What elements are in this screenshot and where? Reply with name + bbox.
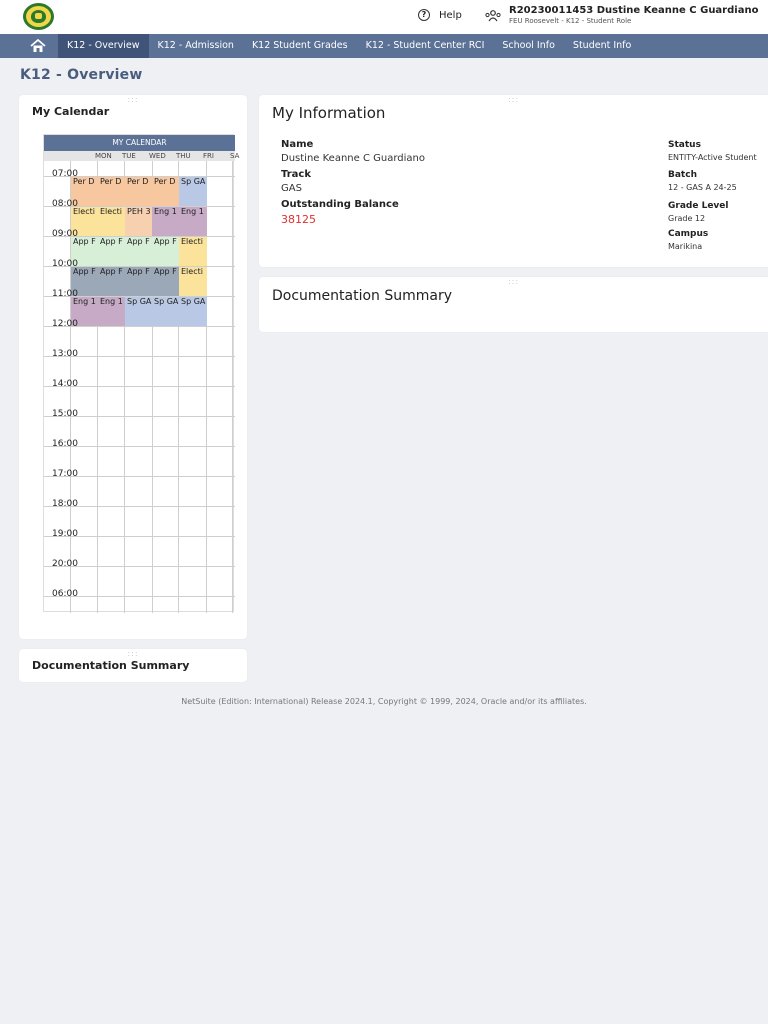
hour-label: 11:00 [52, 289, 78, 299]
user-menu[interactable] [509, 5, 758, 25]
calendar-event[interactable]: Per D [98, 176, 125, 206]
calendar-event[interactable]: Sp GA [179, 296, 207, 326]
hour-label: 06:00 [52, 589, 78, 599]
grade-level-label: Grade Level [668, 201, 729, 211]
hour-label: 15:00 [52, 409, 78, 419]
calendar-event[interactable]: Sp GA [125, 296, 152, 326]
batch-value: 12 - GAS A 24-25 [668, 183, 737, 192]
track-value: GAS [281, 183, 302, 194]
calendar-event[interactable]: Electi [71, 206, 98, 236]
hour-label: 14:00 [52, 379, 78, 389]
campus-label: Campus [668, 229, 709, 239]
drag-handle[interactable]: ::: [507, 95, 520, 104]
day-wed: WED [149, 152, 166, 160]
calendar-event[interactable]: App F [125, 266, 152, 296]
drag-handle[interactable]: ::: [127, 95, 139, 104]
calendar-event[interactable]: Sp GA [179, 176, 207, 206]
calendar-event[interactable]: App F [98, 266, 125, 296]
help-label: Help [439, 9, 462, 21]
main-nav [0, 34, 768, 58]
calendar-event[interactable]: Per D [71, 176, 98, 206]
calendar-header: MY CALENDAR [44, 135, 235, 151]
calendar-grid [43, 134, 240, 612]
calendar-event[interactable]: Eng 1 [98, 296, 125, 326]
day-thu: THU [176, 152, 191, 160]
hour-label: 12:00 [52, 319, 78, 329]
calendar-event[interactable]: Electi [179, 266, 207, 296]
help-icon: ? [418, 9, 430, 21]
drag-handle[interactable]: ::: [507, 277, 520, 286]
nav-school-info[interactable]: School Info [502, 40, 555, 51]
grade-level-value: Grade 12 [668, 214, 706, 223]
name-label: Name [281, 139, 314, 150]
hour-label: 08:00 [52, 199, 78, 209]
calendar-event[interactable]: App F [152, 266, 179, 296]
calendar-days-row [44, 151, 240, 161]
calendar-event[interactable]: Electi [98, 206, 125, 236]
user-role: FEU Roosevelt - K12 - Student Role [509, 17, 632, 25]
calendar-event[interactable]: Eng 1 [71, 296, 98, 326]
footer-copyright: NetSuite (Edition: International) Release 2024.1, Copyright © 1999, 2024, Oracle and/or its affiliates. [181, 697, 587, 706]
hour-label: 20:00 [52, 559, 78, 569]
calendar-event[interactable]: Per D [125, 176, 152, 206]
calendar-event[interactable]: App F [71, 236, 98, 266]
hour-label: 09:00 [52, 229, 78, 239]
documentation-summary-title: Documentation Summary [272, 288, 453, 304]
calendar-event[interactable]: Sp GA [152, 296, 179, 326]
track-label: Track [281, 169, 311, 180]
campus-value: Marikina [668, 242, 703, 251]
hour-label: 16:00 [52, 439, 78, 449]
balance-value: 38125 [281, 213, 316, 226]
nav-k12-overview[interactable]: K12 - Overview [58, 34, 149, 58]
hour-label: 17:00 [52, 469, 78, 479]
hour-label: 18:00 [52, 499, 78, 509]
status-label: Status [668, 140, 701, 150]
drag-handle[interactable]: ::: [127, 649, 139, 658]
calendar-event[interactable]: App F [98, 236, 125, 266]
day-mon: MON [95, 152, 112, 160]
calendar-event[interactable]: Electi [179, 236, 207, 266]
balance-label: Outstanding Balance [281, 199, 399, 210]
calendar-event[interactable]: App F [152, 236, 179, 266]
day-tue: TUE [122, 152, 136, 160]
my-information-portlet [259, 95, 768, 267]
top-header [0, 0, 768, 34]
hour-label: 13:00 [52, 349, 78, 359]
documentation-summary-portlet-small [19, 649, 247, 682]
hour-label: 07:00 [52, 169, 78, 179]
documentation-summary-portlet-large [259, 277, 768, 332]
calendar-event[interactable]: Eng 1 [179, 206, 207, 236]
status-value: ENTITY-Active Student [668, 153, 757, 162]
hour-label: 19:00 [52, 529, 78, 539]
calendar-event[interactable]: PEH 3 [125, 206, 152, 236]
school-logo[interactable] [23, 3, 54, 30]
day-sat: SA [230, 152, 240, 160]
hour-label: 10:00 [52, 259, 78, 269]
roles-icon[interactable] [485, 9, 501, 23]
day-fri: FRI [203, 152, 214, 160]
nav-student-info[interactable]: Student Info [572, 40, 632, 51]
calendar-event[interactable]: App F [125, 236, 152, 266]
calendar-portlet-title: My Calendar [32, 105, 110, 118]
documentation-summary-title: Documentation Summary [32, 659, 190, 672]
home-icon [30, 39, 46, 53]
name-value: Dustine Keanne C Guardiano [281, 153, 425, 164]
my-information-title: My Information [272, 104, 386, 122]
help-link[interactable] [418, 9, 462, 21]
calendar-event[interactable]: App F [71, 266, 98, 296]
nav-k12-student-grades[interactable]: K12 Student Grades [251, 40, 348, 51]
user-name: R20230011453 Dustine Keanne C Guardiano [509, 5, 759, 16]
home-button[interactable] [18, 34, 58, 58]
batch-label: Batch [668, 170, 697, 180]
nav-k12-student-center-rci[interactable]: K12 - Student Center RCI [365, 40, 485, 51]
calendar-event[interactable]: Eng 1 [152, 206, 179, 236]
page-title: K12 - Overview [20, 67, 143, 83]
nav-k12-admission[interactable]: K12 - Admission [157, 40, 234, 51]
calendar-event[interactable]: Per D [152, 176, 179, 206]
